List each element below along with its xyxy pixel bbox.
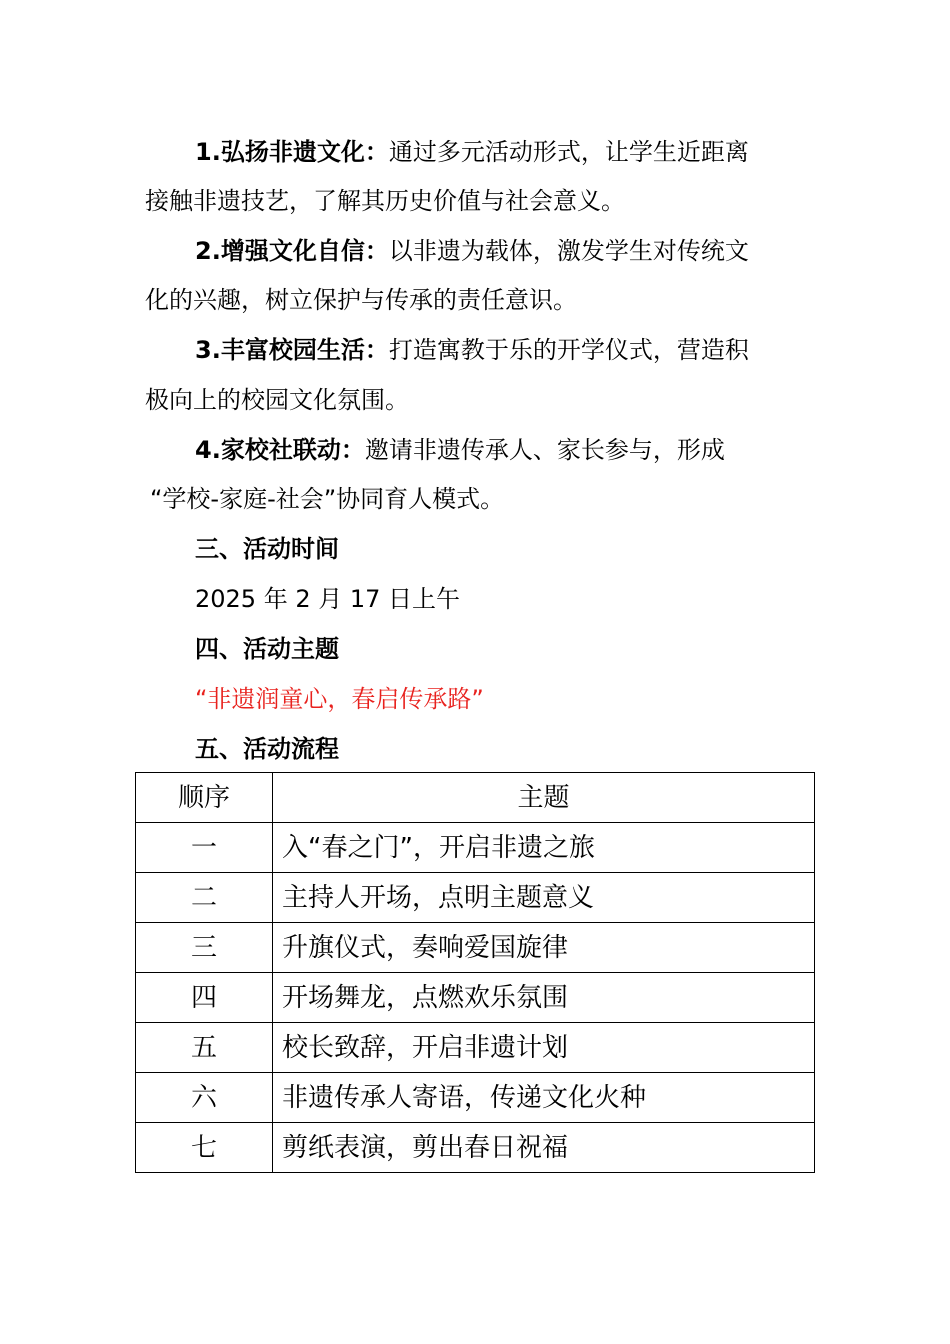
goal-3-line-2: 极向上的校园文化氛围。 — [145, 386, 409, 414]
row-topic: 开场舞龙，点燃欢乐氛围 — [273, 973, 815, 1023]
column-header-order: 顺序 — [136, 773, 273, 823]
row-order: 三 — [136, 923, 273, 973]
goal-2-text-a: 以非遗为载体，激发学生对传统文 — [388, 237, 749, 265]
row-order: 一 — [136, 823, 273, 873]
goal-4-text-a: 邀请非遗传承人、家长参与，形成 — [364, 436, 725, 464]
table-row — [136, 923, 815, 973]
goal-2-line-1 — [195, 235, 749, 267]
row-order: 六 — [136, 1073, 273, 1123]
row-topic: 非遗传承人寄语，传递文化火种 — [273, 1073, 815, 1123]
goal-3-line-1 — [195, 334, 749, 366]
table-row — [136, 873, 815, 923]
row-order: 四 — [136, 973, 273, 1023]
row-topic: 剪纸表演，剪出春日祝福 — [273, 1123, 815, 1173]
row-topic: 校长致辞，开启非遗计划 — [273, 1023, 815, 1073]
goal-1-text-a: 通过多元活动形式，让学生近距离 — [388, 138, 749, 166]
goal-4-line-1 — [195, 434, 725, 466]
row-topic: 入“春之门”，开启非遗之旅 — [273, 823, 815, 873]
table-row — [136, 823, 815, 873]
row-order: 七 — [136, 1123, 273, 1173]
table-row — [136, 973, 815, 1023]
goal-2-line-2: 化的兴趣，树立保护与传承的责任意识。 — [145, 286, 577, 314]
section-time-heading: 三、活动时间 — [195, 535, 339, 563]
goal-4-title: 4.家校社联动： — [195, 436, 365, 464]
goal-4-line-2: “学校-家庭-社会”协同育人模式。 — [150, 485, 505, 513]
row-order: 二 — [136, 873, 273, 923]
goal-2-title: 2.增强文化自信： — [195, 237, 389, 265]
row-topic: 升旗仪式，奏响爱国旋律 — [273, 923, 815, 973]
row-order: 五 — [136, 1023, 273, 1073]
section-time-value: 2025 年 2 月 17 日上午 — [195, 585, 461, 613]
table-row — [136, 1123, 815, 1173]
row-topic: 主持人开场，点明主题意义 — [273, 873, 815, 923]
flow-table-header-row — [136, 773, 815, 823]
section-theme-heading: 四、活动主题 — [195, 635, 339, 663]
table-row — [136, 1023, 815, 1073]
goal-1-line-1 — [195, 136, 749, 168]
goal-1-title: 1.弘扬非遗文化： — [195, 138, 389, 166]
section-flow-heading: 五、活动流程 — [195, 735, 339, 763]
goal-1-line-2: 接触非遗技艺，了解其历史价值与社会意义。 — [145, 187, 625, 215]
column-header-topic: 主题 — [273, 773, 815, 823]
table-row — [136, 1073, 815, 1123]
goal-3-text-a: 打造寓教于乐的开学仪式，营造积 — [388, 336, 749, 364]
goal-3-title: 3.丰富校园生活： — [195, 336, 389, 364]
section-theme-value: “非遗润童心，春启传承路” — [195, 685, 484, 713]
flow-table — [135, 772, 815, 1173]
